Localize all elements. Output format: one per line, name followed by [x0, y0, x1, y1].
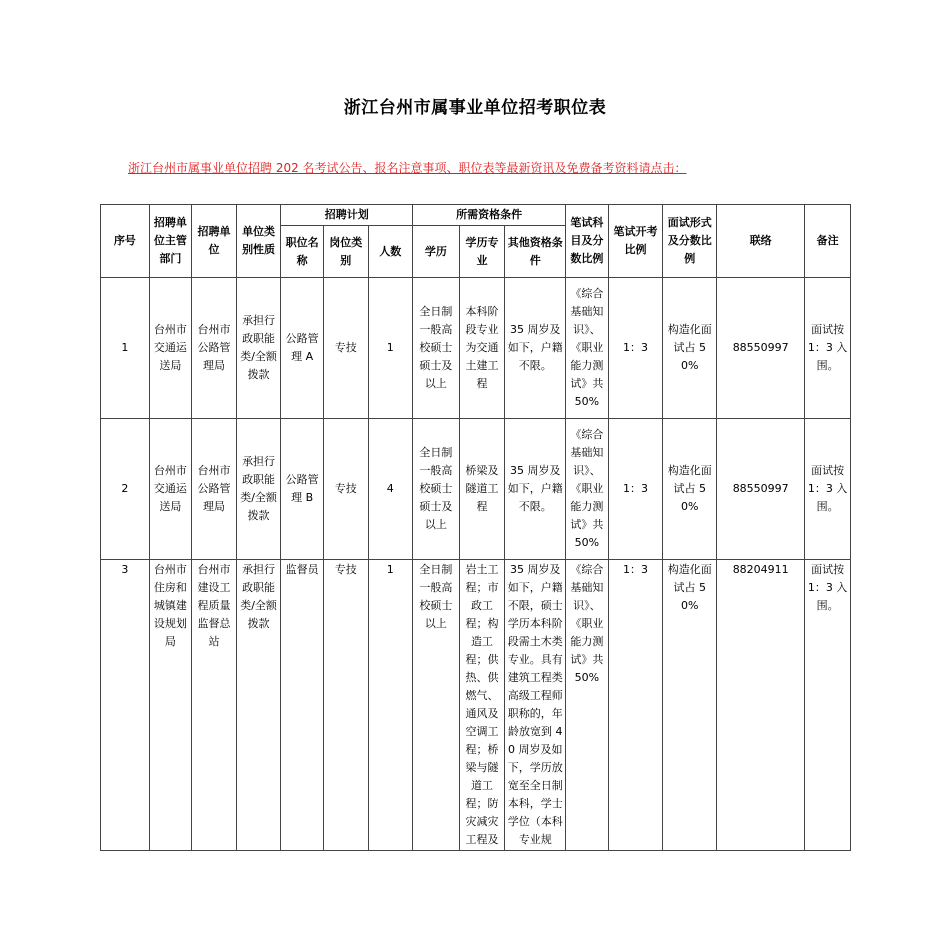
cell-position: 公路管理 A	[281, 278, 324, 419]
cell-count: 1	[368, 278, 413, 419]
positions-table	[100, 204, 851, 851]
cell-written: 《综合基础知识》、《职业能力测试》共 50%	[566, 419, 609, 560]
table-row	[101, 560, 851, 851]
cell-count: 4	[368, 419, 413, 560]
cell-remark: 面试按 1：3 入围。	[805, 560, 851, 851]
cell-position: 公路管理 B	[281, 419, 324, 560]
cell-interview: 构造化面试占 50%	[663, 419, 717, 560]
cell-seq: 2	[101, 419, 150, 560]
cell-education: 全日制一般高校硕士以上	[413, 560, 460, 851]
cell-post-type: 专技	[323, 278, 368, 419]
header-dept: 招聘单位主管部门	[149, 205, 192, 278]
cell-count: 1	[368, 560, 413, 851]
cell-dept: 台州市交通运送局	[149, 419, 192, 560]
cell-nature: 承担行政职能类/全额拨款	[236, 560, 281, 851]
header-remark: 备注	[805, 205, 851, 278]
cell-other: 35 周岁及如下，户籍不限。	[505, 278, 566, 419]
cell-unit: 台州市公路管理局	[192, 419, 237, 560]
cell-education: 全日制一般高校硕士硕士及以上	[413, 278, 460, 419]
table-row	[101, 278, 851, 419]
cell-dept: 台州市住房和城镇建设规划局	[149, 560, 192, 851]
cell-seq: 3	[101, 560, 150, 851]
cell-education: 全日制一般高校硕士硕士及以上	[413, 419, 460, 560]
cell-post-type: 专技	[323, 419, 368, 560]
header-seq: 序号	[101, 205, 150, 278]
header-written: 笔试科目及分数比例	[566, 205, 609, 278]
cell-position: 监督员	[281, 560, 324, 851]
cell-post-type: 专技	[323, 560, 368, 851]
cell-written: 《综合基础知识》、《职业能力测试》共 50%	[566, 560, 609, 851]
cell-major: 桥梁及隧道工程	[459, 419, 505, 560]
cell-dept: 台州市交通运送局	[149, 278, 192, 419]
cell-ratio: 1：3	[608, 419, 663, 560]
header-position: 职位名称	[281, 226, 324, 278]
header-post-type: 岗位类别	[323, 226, 368, 278]
page-title: 浙江台州市属事业单位招考职位表	[343, 98, 607, 118]
header-plan-group: 招聘计划	[281, 205, 413, 226]
cell-seq: 1	[101, 278, 150, 419]
header-ratio: 笔试开考比例	[608, 205, 663, 278]
header-interview: 面试形式及分数比例	[663, 205, 717, 278]
header-count: 人数	[368, 226, 413, 278]
header-other: 其他资格条件	[505, 226, 566, 278]
cell-other: 35 周岁及如下，户籍不限。	[505, 419, 566, 560]
cell-contact: 88550997	[717, 278, 805, 419]
header-major: 学历专业	[459, 226, 505, 278]
cell-nature: 承担行政职能类/全额拨款	[236, 419, 281, 560]
header-contact: 联络	[717, 205, 805, 278]
header-nature: 单位类别性质	[236, 205, 281, 278]
cell-remark: 面试按 1：3 入围。	[805, 278, 851, 419]
cell-unit: 台州市公路管理局	[192, 278, 237, 419]
cell-major: 本科阶段专业为交通土建工程	[459, 278, 505, 419]
cell-unit: 台州市建设工程质量监督总站	[192, 560, 237, 851]
cell-ratio: 1：3	[608, 560, 663, 851]
cell-contact: 88550997	[717, 419, 805, 560]
cell-contact: 88204911	[717, 560, 805, 851]
cell-interview: 构造化面试占 50%	[663, 278, 717, 419]
header-education: 学历	[413, 226, 460, 278]
table-row	[101, 419, 851, 560]
cell-written: 《综合基础知识》、《职业能力测试》共 50%	[566, 278, 609, 419]
cell-remark: 面试按 1：3 入围。	[805, 419, 851, 560]
cell-interview: 构造化面试占 50%	[663, 560, 717, 851]
notice-link[interactable]: 浙江台州市属事业单位招聘 202 名考试公告、报名注意事项、职位表等最新资讯及免费备考资料请点击：	[128, 161, 687, 175]
cell-nature: 承担行政职能类/全额拨款	[236, 278, 281, 419]
cell-ratio: 1：3	[608, 278, 663, 419]
cell-other: 35 周岁及如下，户籍不限，硕士学历本科阶段需土木类专业。具有建筑工程类高级工程师职称的，年龄放宽到 40 周岁及如下，学历放宽至全日制本科，学士学位（本科专业规	[505, 560, 566, 851]
header-unit: 招聘单位	[192, 205, 237, 278]
cell-major: 岩土工程；市政工程；构造工程；供热、供燃气、通风及空调工程；桥梁与隧道工程；防灾减灾工程及	[459, 560, 505, 851]
header-qual-group: 所需资格条件	[413, 205, 566, 226]
